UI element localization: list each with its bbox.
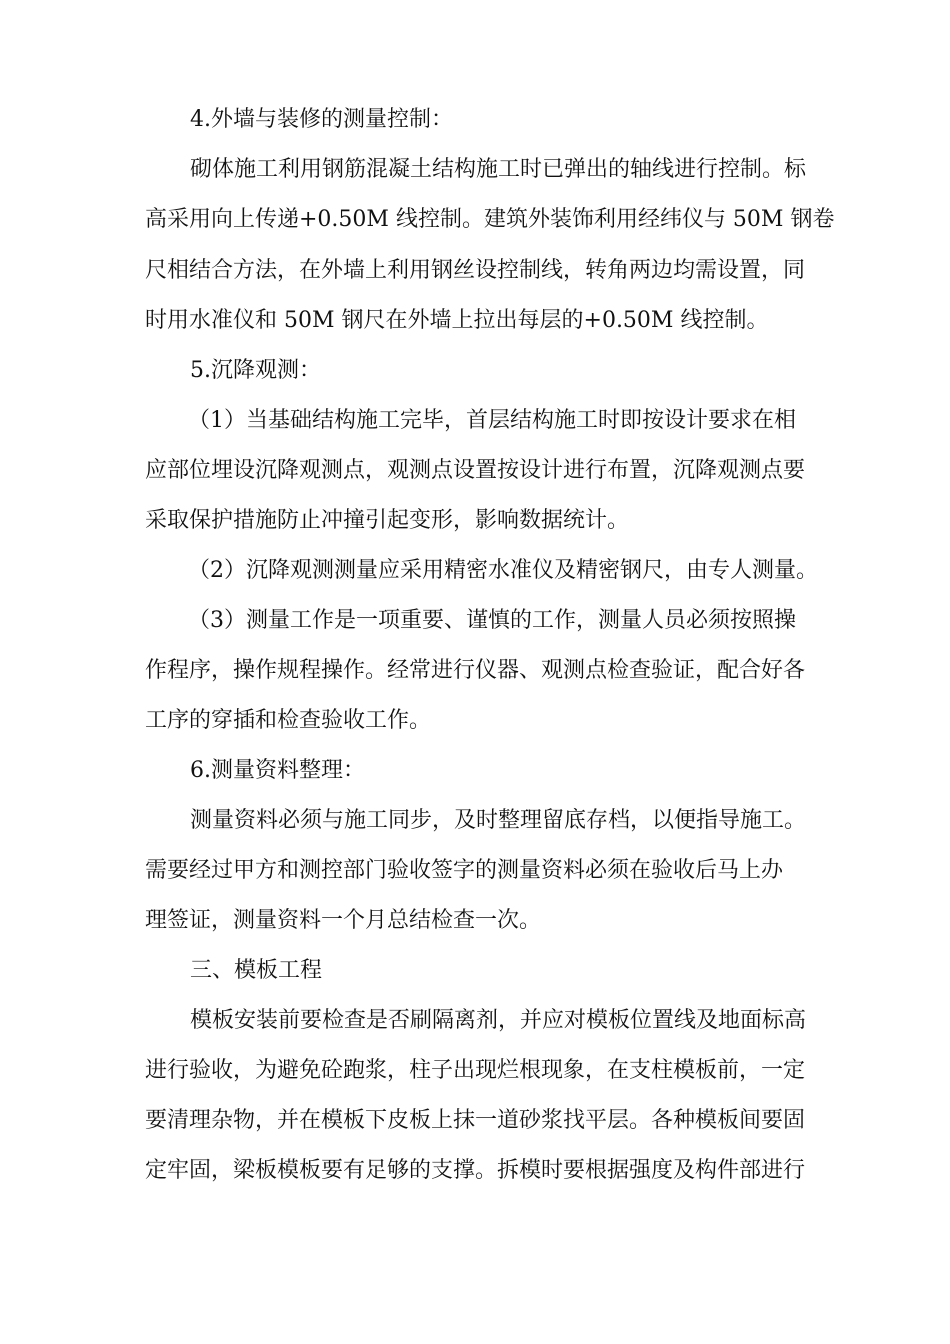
paragraph-line: 作程序，操作规程操作。经常进行仪器、观测点检查验证，配合好各 [145,658,806,683]
heading-settlement-observation: 5.沉降观测： [190,358,321,383]
paragraph-line: 工序的穿插和检查验收工作。 [145,708,432,733]
paragraph-line: 应部位埋设沉降观测点，观测点设置按设计进行布置，沉降观测点要 [145,458,806,483]
paragraph-line: 砌体施工利用钢筋混凝土结构施工时已弹出的轴线进行控制。标 [190,157,807,182]
paragraph-line: 时用水准仪和 50M 钢尺在外墙上拉出每层的+0.50M 线控制。 [145,308,769,333]
paragraph-line: 需要经过甲方和测控部门验收签字的测量资料必须在验收后马上办 [145,858,784,883]
paragraph-line: 模板安装前要检查是否刷隔离剂，并应对模板位置线及地面标高 [190,1008,807,1033]
heading-exterior-wall-survey: 4.外墙与装修的测量控制： [190,107,453,132]
paragraph-line: 理签证，测量资料一个月总结检查一次。 [145,908,542,933]
paragraph-line: 高采用向上传递+0.50M 线控制。建筑外装饰利用经纬仪与 50M 钢卷 [145,207,835,232]
paragraph-line: （3）测量工作是一项重要、谨慎的工作，测量人员必须按照操 [188,608,796,633]
heading-formwork: 三、模板工程 [190,958,323,983]
paragraph-line: 进行验收，为避免砼跑浆，柱子出现烂根现象，在支柱模板前，一定 [145,1058,806,1083]
heading-survey-records: 6.测量资料整理： [190,758,365,783]
paragraph-line: 定牢固，梁板模板要有足够的支撑。拆模时要根据强度及构件部进行 [145,1158,806,1183]
paragraph-line: （2）沉降观测测量应采用精密水准仪及精密钢尺，由专人测量。 [188,558,818,583]
paragraph-line: 尺相结合方法，在外墙上利用钢丝设控制线，转角两边均需设置，同 [145,258,806,283]
paragraph-line: 要清理杂物，并在模板下皮板上抹一道砂浆找平层。各种模板间要固 [145,1108,806,1133]
paragraph-line: （1）当基础结构施工完毕，首层结构施工时即按设计要求在相 [188,408,796,433]
paragraph-line: 采取保护措施防止冲撞引起变形，影响数据统计。 [145,508,630,533]
paragraph-line: 测量资料必须与施工同步，及时整理留底存档，以便指导施工。 [190,808,807,833]
